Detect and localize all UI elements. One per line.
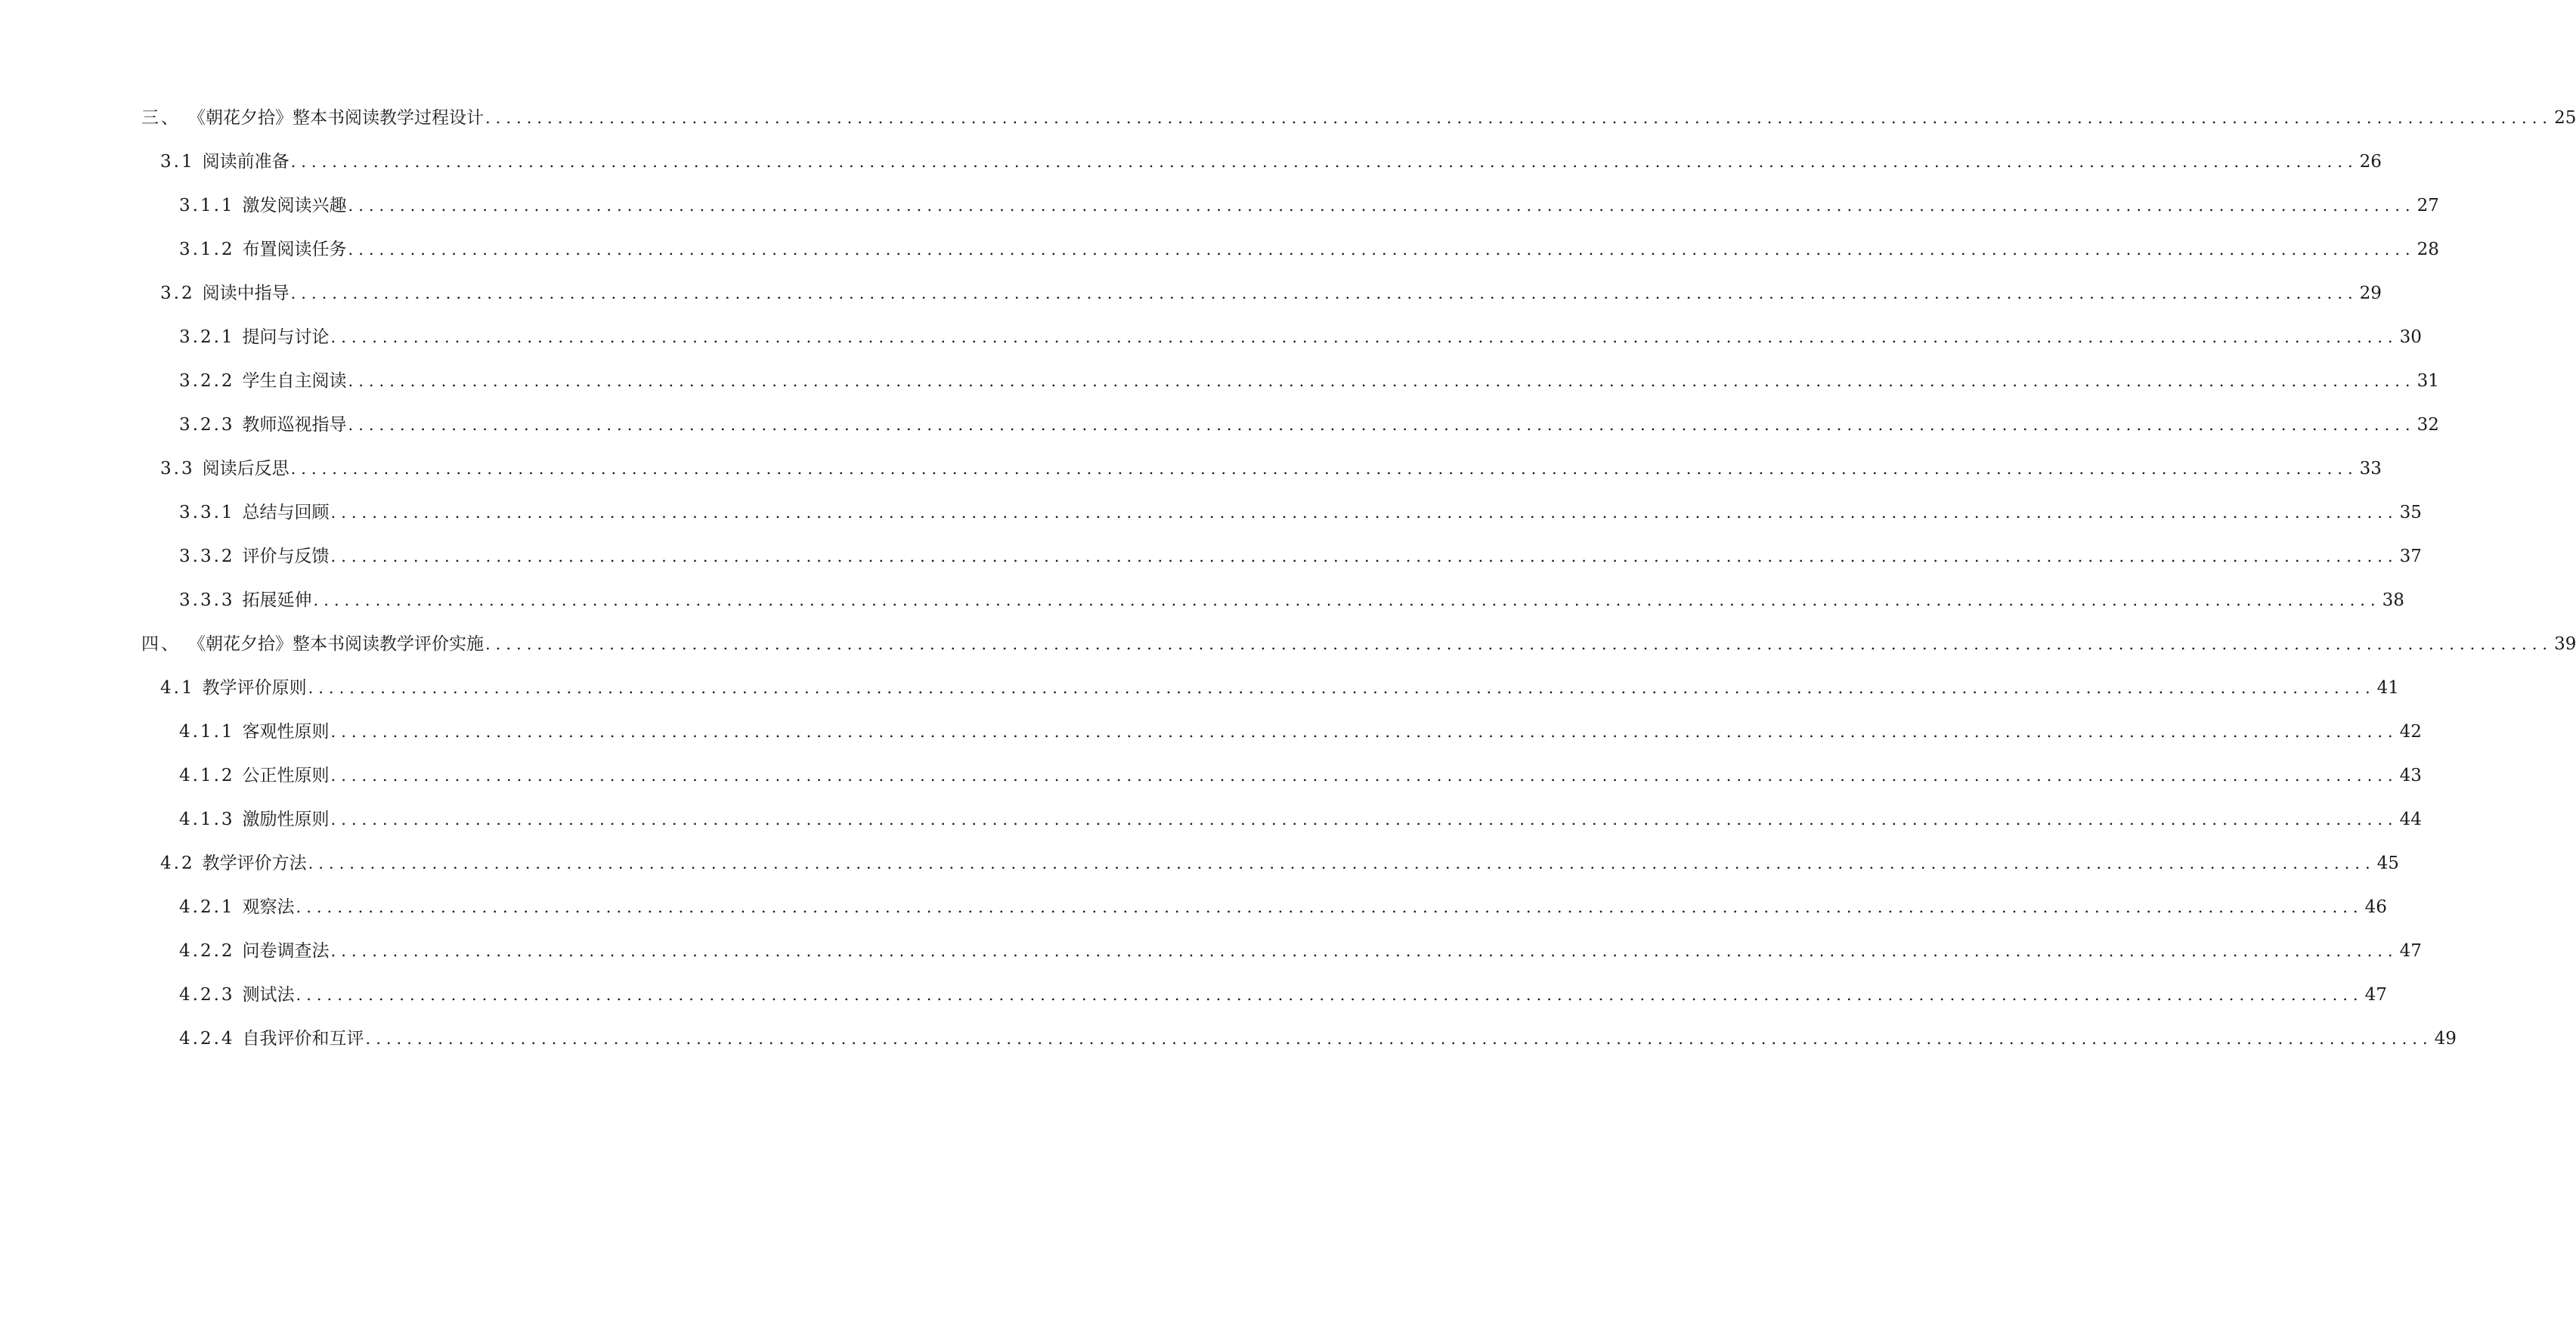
toc-leader-dots: ........................................................................................................................................................................................................ [308,854,2376,872]
toc-entry-title: 教师巡视指导 [242,415,347,435]
toc-entry-number: 3.3 [160,459,195,479]
toc-entry-page-number: 47 [2399,941,2422,961]
toc-entry-title: 教学评价方法 [202,854,307,873]
toc-entry-page-number: 29 [2359,283,2382,303]
toc-leader-dots: ........................................................................................................................................................................................................ [290,284,2358,302]
toc-entry-number: 4.1.2 [179,766,235,785]
toc-leader-dots: ........................................................................................................................................................................................................ [485,635,2553,653]
toc-entry[interactable] [179,405,2439,435]
toc-entry[interactable] [179,931,2422,962]
toc-entry-title: 教学评价原则 [202,678,307,698]
toc-entry[interactable] [179,581,2404,611]
toc-entry-number: 4.2.3 [179,985,235,1005]
toc-entry-page-number: 33 [2359,459,2382,479]
toc-entry[interactable] [160,142,2382,172]
toc-entry-title: 评价与反馈 [242,547,330,566]
toc-entry[interactable] [179,361,2439,392]
toc-entry-page-number: 31 [2417,371,2439,391]
toc-entry-page-number: 35 [2399,503,2422,522]
toc-entry-number: 4.2.1 [179,897,235,917]
toc-entry-page-number: 28 [2417,240,2439,259]
toc-entry-page-number: 26 [2359,152,2382,172]
toc-entry-number: 3.1.1 [179,196,235,215]
toc-entry-number: 三、 [141,108,181,128]
toc-entry-page-number: 43 [2399,766,2422,785]
toc-entry-page-number: 32 [2417,415,2439,435]
toc-entry-number: 3.2 [160,283,195,303]
toc-entry[interactable] [179,888,2387,918]
toc-entry-number: 3.1.2 [179,240,235,259]
toc-entry[interactable] [160,274,2382,304]
toc-entry[interactable] [179,318,2422,348]
toc-entry-page-number: 42 [2399,722,2422,742]
toc-entry-title: 阅读前准备 [202,152,289,172]
toc-entry-number: 3.2.1 [179,327,235,347]
toc-leader-dots: ........................................................................................................................................................................................................ [290,153,2358,171]
toc-entry[interactable] [179,230,2439,260]
toc-leader-dots: ........................................................................................................................................................................................................ [348,372,2416,390]
toc-entry-page-number: 46 [2364,897,2387,917]
toc-entry-page-number: 41 [2376,678,2399,698]
toc-entry-title: 阅读后反思 [202,459,289,479]
toc-entry[interactable] [141,98,2576,129]
toc-entry-title: 布置阅读任务 [242,240,347,259]
toc-entry-title: 激励性原则 [242,810,330,829]
toc-leader-dots: ........................................................................................................................................................................................................ [296,898,2364,916]
toc-entry-title: 学生自主阅读 [242,371,347,391]
toc-leader-dots: ........................................................................................................................................................................................................ [330,723,2398,741]
toc-leader-dots: ........................................................................................................................................................................................................ [330,503,2398,522]
toc-entry-page-number: 47 [2364,985,2387,1005]
toc-entry-title: 观察法 [242,897,295,917]
toc-entry-page-number: 27 [2417,196,2439,215]
toc-entry-title: 拓展延伸 [242,590,312,610]
toc-leader-dots: ........................................................................................................................................................................................................ [296,986,2364,1004]
toc-entry-number: 4.1.1 [179,722,235,742]
toc-entry-title: 公正性原则 [242,766,330,785]
toc-leader-dots: ........................................................................................................................................................................................................ [330,328,2398,346]
toc-entry[interactable] [160,449,2382,479]
toc-entry-title: 测试法 [242,985,295,1005]
toc-entry-number: 3.2.3 [179,415,235,435]
toc-leader-dots: ........................................................................................................................................................................................................ [485,109,2553,127]
toc-leader-dots: ........................................................................................................................................................................................................ [330,767,2398,785]
toc-entry[interactable] [160,844,2399,874]
toc-entry-title: 阅读中指导 [202,283,289,303]
toc-entry[interactable] [179,712,2422,742]
toc-entry-number: 4.2 [160,854,195,873]
toc-leader-dots: ........................................................................................................................................................................................................ [313,591,2381,609]
toc-entry-title: 问卷调查法 [242,941,330,961]
toc-leader-dots: ........................................................................................................................................................................................................ [330,810,2398,829]
toc-entry-page-number: 38 [2382,590,2404,610]
toc-entry-title: 客观性原则 [242,722,330,742]
toc-entry-number: 3.3.1 [179,503,235,522]
toc-entry-title: 自我评价和互评 [242,1029,364,1049]
toc-entry-page-number: 49 [2434,1029,2457,1049]
toc-leader-dots: ........................................................................................................................................................................................................ [330,942,2398,960]
toc-entry-number: 3.1 [160,152,195,172]
toc-entry-title: 激发阅读兴趣 [242,196,347,215]
toc-leader-dots: ........................................................................................................................................................................................................ [365,1030,2433,1048]
toc-leader-dots: ........................................................................................................................................................................................................ [348,197,2416,215]
toc-entry[interactable] [179,756,2422,786]
toc-entry-number: 3.3.2 [179,547,235,566]
toc-entry-number: 3.3.3 [179,590,235,610]
toc-entry-number: 4.1.3 [179,810,235,829]
toc-entry[interactable] [141,624,2576,655]
toc-entry[interactable] [179,975,2387,1005]
toc-entry-number: 4.1 [160,678,195,698]
toc-entry-number: 四、 [141,634,181,654]
toc-entry-page-number: 37 [2399,547,2422,566]
toc-entry-page-number: 30 [2399,327,2422,347]
toc-entry-number: 4.2.2 [179,941,235,961]
toc-entry[interactable] [160,668,2399,699]
toc-entry-title: 《朝花夕拾》整本书阅读教学过程设计 [188,108,484,128]
toc-entry[interactable] [179,537,2422,567]
toc-leader-dots: ........................................................................................................................................................................................................ [308,679,2376,697]
toc-entry-title: 总结与回顾 [242,503,330,522]
toc-entry-number: 3.2.2 [179,371,235,391]
toc-entry[interactable] [179,1019,2457,1049]
toc-entry[interactable] [179,493,2422,523]
toc-entry[interactable] [179,186,2439,216]
toc-entry-number: 4.2.4 [179,1029,235,1049]
toc-entry-title: 提问与讨论 [242,327,330,347]
toc-entry-page-number: 45 [2376,854,2399,873]
toc-entry-title: 《朝花夕拾》整本书阅读教学评价实施 [188,634,484,654]
toc-leader-dots: ........................................................................................................................................................................................................ [290,460,2358,478]
toc-leader-dots: ........................................................................................................................................................................................................ [348,416,2416,434]
toc-entry-page-number: 44 [2399,810,2422,829]
toc-leader-dots: ........................................................................................................................................................................................................ [330,547,2398,565]
toc-entry-page-number: 39 [2554,634,2576,654]
toc-entry[interactable] [179,800,2422,830]
toc-leader-dots: ........................................................................................................................................................................................................ [348,240,2416,259]
toc-entry-page-number: 25 [2554,108,2576,128]
